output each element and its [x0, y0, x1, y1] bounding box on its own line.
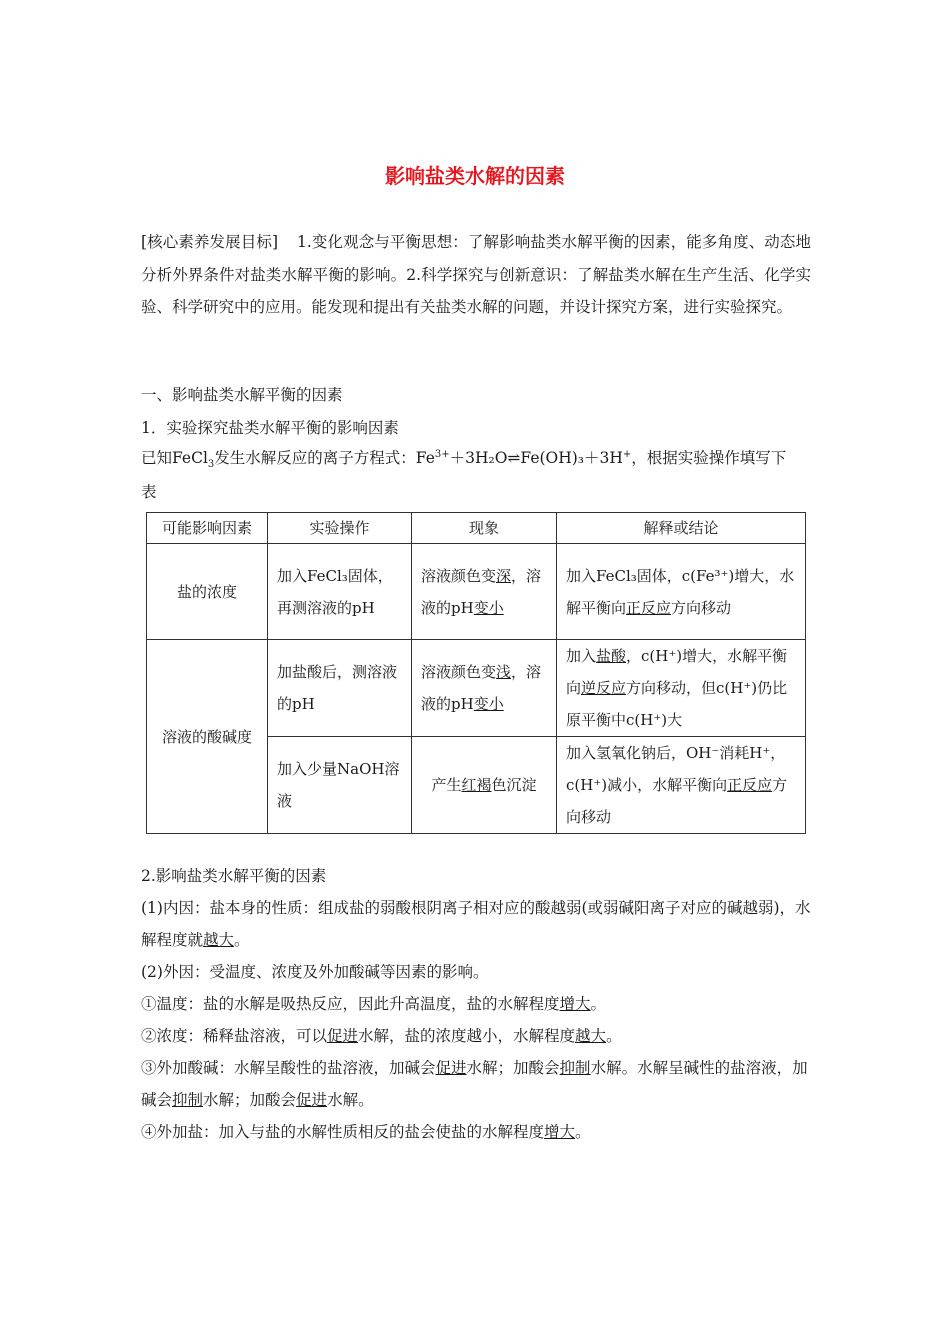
table-row: [147, 640, 806, 737]
conclusion-cell: 加入盐酸，c(H⁺)增大，水解平衡向逆反应方向移动，但c(H⁺)仍比原平衡中c(H⁺)大: [557, 640, 806, 737]
table-header: 可能影响因素: [147, 513, 268, 544]
operation-cell: 加盐酸后，测溶液的pH: [268, 640, 412, 737]
conclusion-cell: 加入氢氧化钠后，OH⁻消耗H⁺，c(H⁺)减小，水解平衡向正反应方向移动: [557, 737, 806, 834]
factor-cell: 溶液的酸碱度: [147, 640, 268, 834]
paragraph: (1)内因：盐本身的性质：组成盐的弱酸根阴离子相对应的酸越弱(或弱碱阳离子对应的碱越弱)，水解程度就越大。: [141, 899, 811, 949]
goals-label: [核心素养发展目标]: [141, 233, 278, 251]
goals-text: 1.变化观念与平衡思想：了解影响盐类水解平衡的因素，能多角度、动态地分析外界条件对盐类水解平衡的影响。2.科学探究与创新意识：了解盐类水解在生产生活、化学实验、科学研究中的应用。能发现和提出有关盐类水解的问题，并设计探究方案，进行实验探究。: [141, 233, 811, 316]
paragraph: ①温度：盐的水解是吸热反应，因此升高温度，盐的水解程度增大。: [141, 995, 607, 1013]
paragraph: ③外加酸碱：水解呈酸性的盐溶液，加碱会促进水解；加酸会抑制水解。水解呈碱性的盐溶液，加碱会抑制水解；加酸会促进水解。: [141, 1059, 808, 1109]
phenomenon-cell: 溶液颜色变浅，溶液的pH变小: [412, 640, 557, 737]
table-row: [147, 544, 806, 640]
core-goals: [141, 226, 811, 324]
factor-cell: 盐的浓度: [147, 544, 268, 640]
table-header-row: [147, 513, 806, 544]
table-header: 实验操作: [268, 513, 412, 544]
conclusion-cell: 加入FeCl₃固体，c(Fe³⁺)增大，水解平衡向正反应方向移动: [557, 544, 806, 640]
paragraph: ④外加盐：加入与盐的水解性质相反的盐会使盐的水解程度增大。: [141, 1123, 591, 1141]
intro-line: 已知FeCl$_3$发生水解反应的离子方程式：$Fe^{3+}+3H_2O\rightleftharpoons Fe(OH)_3+3H^+$，根据实验操作填写下: [141, 448, 787, 471]
table-header: 解释或结论: [557, 513, 806, 544]
operation-cell: 加入少量NaOH溶液: [268, 737, 412, 834]
page-title: 影响盐类水解的因素: [385, 164, 565, 188]
factors-section: [141, 860, 811, 1148]
paragraph: ②浓度：稀释盐溶液，可以促进水解，盐的浓度越小，水解程度越大。: [141, 1027, 622, 1045]
item-heading-2: 2.影响盐类水解平衡的因素: [141, 867, 327, 885]
operation-cell: 加入FeCl₃固体，再测溶液的pH: [268, 544, 412, 640]
table-header: 现象: [412, 513, 557, 544]
paragraph: (2)外因：受温度、浓度及外加酸碱等因素的影响。: [141, 963, 489, 981]
item-heading-1: 1．实验探究盐类水解平衡的影响因素: [141, 419, 399, 437]
phenomenon-cell: 产生红褐色沉淀: [412, 737, 557, 834]
intro-line-tail: 表: [141, 483, 157, 501]
section-heading: 一、影响盐类水解平衡的因素: [141, 386, 343, 404]
phenomenon-cell: 溶液颜色变深，溶液的pH变小: [412, 544, 557, 640]
experiment-table: [146, 512, 806, 834]
